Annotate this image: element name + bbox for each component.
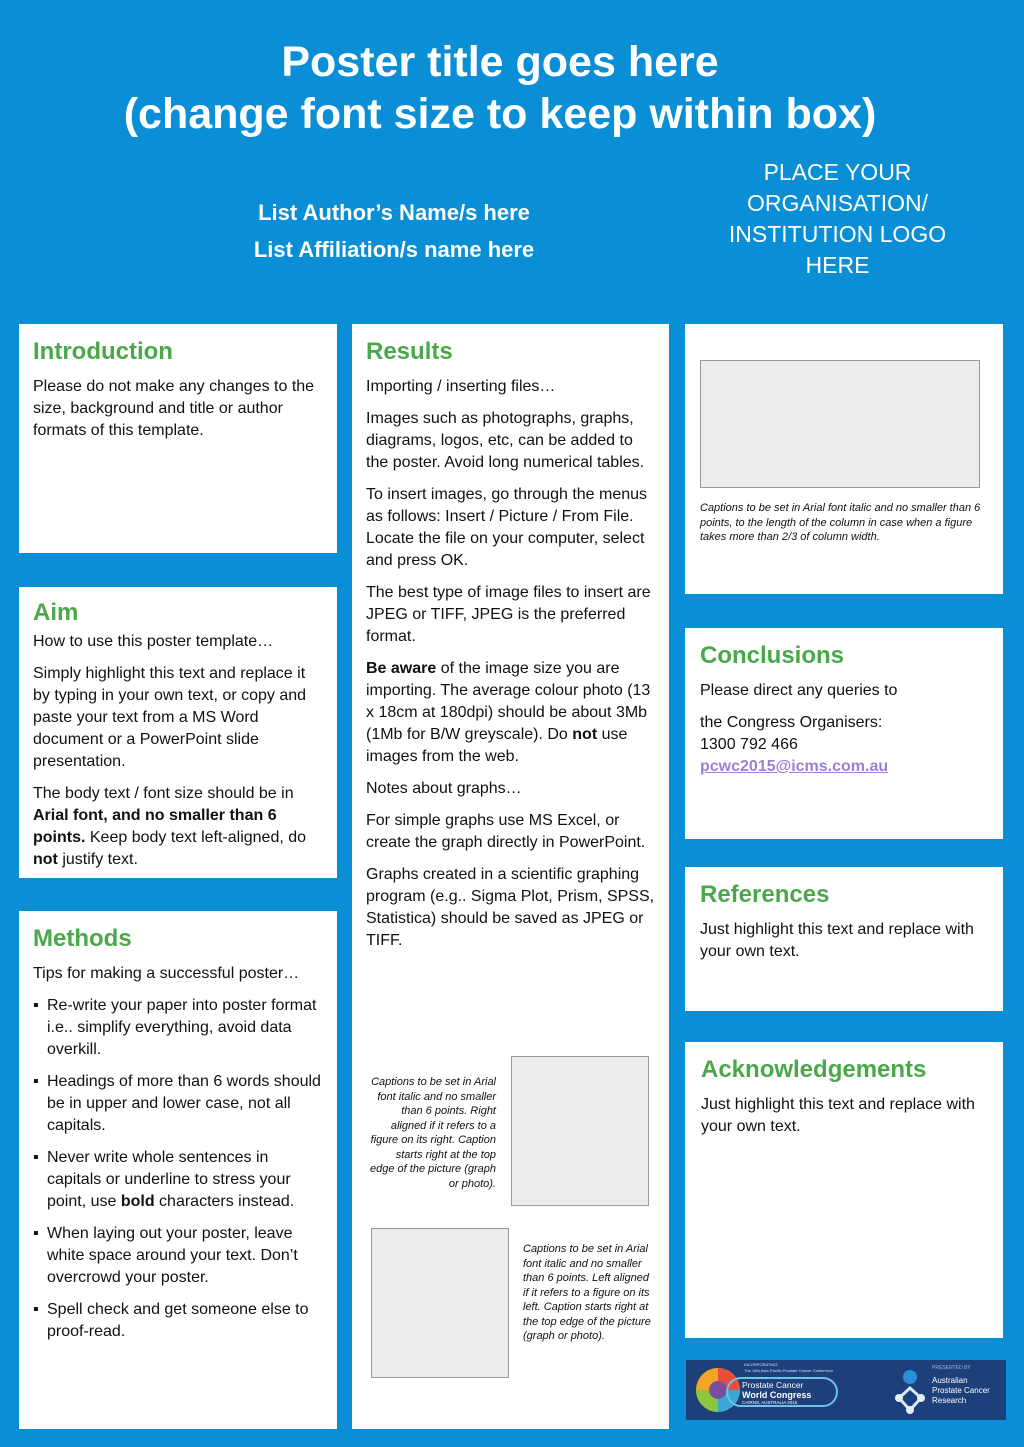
logo-placeholder: PLACE YOUR ORGANISATION/ INSTITUTION LOGO HERE: [728, 159, 947, 278]
results-p5-text: of the image size you are importing. The average colour photo (13 x 18cm at 180dpi) should be about 3Mb (1Mb for B/W greyscale). Do: [366, 660, 651, 743]
conclusions-p2: the Congress Organisers:: [700, 714, 883, 731]
conclusions-panel: [685, 628, 1003, 839]
aim-heading: Aim: [33, 599, 79, 626]
apcr-line1: Australian: [932, 1376, 968, 1385]
conclusions-contact: [700, 712, 989, 778]
figure-caption: Captions to be set in Arial font italic and no smaller than 6 points, to the length of the column in case when a figure takes more than 2/3 of column width.: [700, 502, 981, 543]
conclusions-phone: 1300 792 466: [700, 736, 798, 753]
references-text: Just highlight this text and replace with your own text.: [700, 921, 974, 960]
results-p2: Images such as photographs, graphs, diagrams, logos, etc, can be added to the poster. Avoid long numerical tables.: [366, 410, 645, 471]
presented-by: PRESENTED BY: [932, 1365, 971, 1371]
aim-p1: How to use this poster template…: [33, 633, 274, 650]
conclusions-p1: Please direct any queries to: [700, 682, 898, 699]
apcr-line2: Prostate Cancer: [932, 1386, 990, 1395]
methods-panel: [19, 911, 337, 1429]
results-caption-right: Captions to be set in Arial font italic and no smaller than 6 points. Right aligned if it refers to a figure on its right. Caption starts right at the top edge of the picture (graph or photo).: [370, 1076, 496, 1190]
results-p5-text2: use images from the web.: [366, 726, 628, 765]
introduction-text: Please do not make any changes to the size, background and title or author formats of this template.: [33, 378, 315, 439]
results-p5: [366, 658, 657, 768]
poster-title: [0, 36, 1000, 140]
aim-panel: [19, 587, 337, 878]
methods-heading: Methods: [33, 925, 132, 952]
congress-logo-box: [726, 1377, 838, 1407]
results-caption-left: Captions to be set in Arial font italic and no smaller than 6 points. Left aligned if it refers to a figure on its left. Caption starts right at the top edge of the picture (graph or photo).: [523, 1243, 651, 1342]
list-item-text: Never write whole sentences in capitals or underline to stress your point, use: [47, 1149, 291, 1210]
congress-subtitle: The 16th Asia-Pacific Prostate Cancer Conference: [744, 1368, 834, 1373]
list-item: [33, 1147, 323, 1213]
results-p1: Importing / inserting files…: [366, 378, 556, 395]
references-panel: [685, 867, 1003, 1011]
list-item: ▪ Headings of more than 6 words should be in upper and lower case, not all capitals.: [33, 1071, 323, 1137]
aim-p3: [33, 783, 323, 871]
aim-p3-text2: Keep body text left-aligned, do: [85, 829, 307, 846]
aim-p2: Simply highlight this text and replace it by typing in your own text, or copy and paste your text from a MS Word document or a PowerPoint slide presentation.: [33, 665, 307, 770]
affiliations: List Affiliation/s name here: [253, 237, 535, 262]
acknowledgements-panel: [685, 1042, 1003, 1338]
results-heading: Results: [366, 338, 453, 365]
acknowledgements-heading: Acknowledgements: [701, 1056, 927, 1083]
references-heading: References: [700, 881, 830, 908]
congress-incorporating: INCORPORATING: [744, 1362, 778, 1367]
aim-p3-bold2: not: [33, 851, 58, 868]
list-item-bold: bold: [120, 1193, 155, 1210]
results-p4: The best type of image files to insert are JPEG or TIFF, JPEG is the preferred format.: [366, 584, 651, 645]
congress-name-line3: CAIRNS, AUSTRALIA 2015: [742, 1400, 798, 1405]
results-p6: Notes about graphs…: [366, 780, 522, 797]
apcr-name: [932, 1376, 990, 1406]
figure-placeholder: [700, 360, 980, 488]
sponsor-banner: [686, 1360, 1006, 1420]
methods-intro: Tips for making a successful poster…: [33, 965, 300, 982]
poster-title-line2: (change font size to keep within box): [123, 90, 877, 138]
poster-title-line1: Poster title goes here: [281, 38, 719, 86]
acknowledgements-text: Just highlight this text and replace with your own text.: [701, 1096, 975, 1135]
results-p7: For simple graphs use MS Excel, or create the graph directly in PowerPoint.: [366, 812, 646, 851]
congress-name-line2: World Congress: [742, 1390, 812, 1400]
aim-p3-text3: justify text.: [57, 851, 138, 868]
results-figure-placeholder-2: [371, 1228, 509, 1378]
apcr-line3: Research: [932, 1396, 967, 1405]
introduction-panel: [19, 324, 337, 553]
methods-tips-list: [33, 995, 323, 1343]
results-p5-bold2: not: [572, 726, 598, 743]
conclusions-heading: Conclusions: [700, 642, 845, 669]
introduction-heading: Introduction: [33, 338, 173, 365]
results-p5-bold: Be aware: [366, 660, 437, 677]
list-item-text2: characters instead.: [154, 1193, 295, 1210]
list-item: ▪ Spell check and get someone else to proof-read.: [33, 1299, 323, 1343]
results-p8: Graphs created in a scientific graphing program (e.g.. Sigma Plot, Prism, SPSS, Statistica) should be saved as JPEG or TIFF.: [366, 866, 655, 949]
apcr-logo-icon: [894, 1368, 926, 1416]
conclusions-email-link[interactable]: pcwc2015@icms.com.au: [700, 758, 889, 775]
aim-p3-bold: Arial font, and no smaller than 6 points.: [33, 807, 277, 846]
aim-p3-text: The body text / font size should be in: [33, 785, 294, 802]
congress-name-line1: Prostate Cancer: [742, 1380, 804, 1390]
author-names: List Author’s Name/s here: [258, 200, 530, 225]
list-item: ▪ Re-write your paper into poster format i.e.. simplify everything, avoid data overkill.: [33, 995, 323, 1061]
results-p3: To insert images, go through the menus as follows: Insert / Picture / From File. Locate the file on your computer, select and press OK.: [366, 486, 648, 569]
author-block: [200, 194, 588, 268]
results-figure-placeholder-1: [511, 1056, 649, 1206]
list-item: ▪ When laying out your poster, leave white space around your text. Don’t overcrowd your poster.: [33, 1223, 323, 1289]
